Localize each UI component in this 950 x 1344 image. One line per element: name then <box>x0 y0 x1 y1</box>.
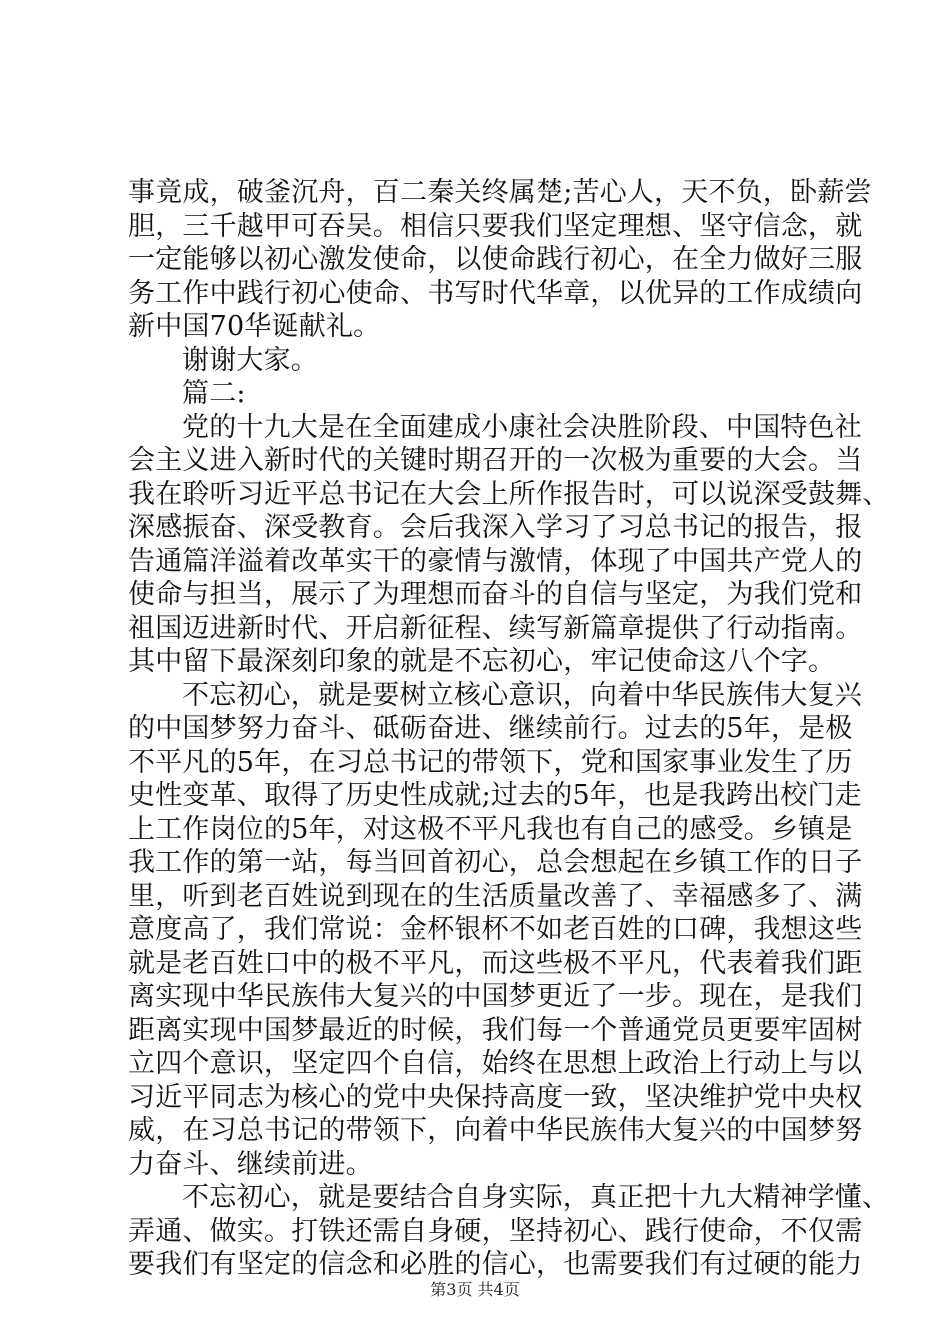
text-line: 我在聆听习近平总书记在大会上所作报告时，可以说深受鼓舞、 <box>128 478 890 510</box>
text-line: 其中留下最深刻印象的就是不忘初心，牢记使命这八个字。 <box>128 646 836 677</box>
text-line: 党的十九大是在全面建成小康社会决胜阶段、中国特色社 <box>182 411 862 443</box>
text-line: 务工作中践行初心使命、书写时代华章，以优异的工作成绩向 <box>128 277 863 309</box>
text-line: 祖国迈进新时代、开启新征程、续写新篇章提供了行动指南。 <box>128 612 863 644</box>
text-line: 要我们有坚定的信念和必胜的信心，也需要我们有过硬的能力 <box>128 1249 863 1280</box>
text-line: 上工作岗位的5年，对这极不平凡我也有自己的感受。乡镇是 <box>128 813 853 845</box>
text-line: 离实现中华民族伟大复兴的中国梦更近了一步。现在，是我们 <box>128 981 863 1012</box>
text-line: 深感振奋、深受教育。会后我深入学习了习总书记的报告，报 <box>128 512 863 543</box>
text-line: 不忘初心，就是要结合自身实际，真正把十九大精神学懂、 <box>182 1182 890 1213</box>
text-line: 事竟成，破釜沉舟，百二秦关终属楚;苦心人，天不负，卧薪尝 <box>128 177 872 208</box>
text-line: 新中国70华诞献礼。 <box>128 311 381 342</box>
text-line: 不平凡的5年，在习总书记的带领下，党和国家事业发生了历 <box>128 746 853 778</box>
text-line: 就是老百姓口中的极不平凡，而这些极不平凡，代表着我们距 <box>128 947 863 979</box>
text-line: 力奋斗、继续前进。 <box>128 1148 373 1180</box>
text-line: 里，听到老百姓说到现在的生活质量改善了、幸福感多了、满 <box>128 880 863 912</box>
text-line: 会主义进入新时代的关键时期召开的一次极为重要的大会。当 <box>128 445 863 476</box>
document-body <box>128 176 890 1282</box>
text-line: 我工作的第一站，每当回首初心，总会想起在乡镇工作的日子 <box>128 847 863 878</box>
text-line: 胆，三千越甲可吞吴。相信只要我们坚定理想、坚守信念，就 <box>128 210 863 242</box>
text-line: 一定能够以初心激发使命，以使命践行初心，在全力做好三服 <box>128 244 863 275</box>
text-line: 立四个意识，坚定四个自信，始终在思想上政治上行动上与以 <box>128 1048 863 1079</box>
text-line: 谢谢大家。 <box>182 344 318 376</box>
text-line: 意度高了，我们常说：金杯银杯不如老百姓的口碑，我想这些 <box>128 914 863 945</box>
text-line: 告通篇洋溢着改革实干的豪情与激情，体现了中国共产党人的 <box>128 545 863 577</box>
text-line: 习近平同志为核心的党中央保持高度一致，坚决维护党中央权 <box>128 1081 863 1113</box>
text-line: 使命与担当，展示了为理想而奋斗的自信与坚定，为我们党和 <box>128 579 863 610</box>
text-line: 不忘初心，就是要树立核心意识，向着中华民族伟大复兴 <box>182 679 862 711</box>
page-footer <box>0 1277 950 1300</box>
text-line: 篇二: <box>182 378 246 409</box>
text-line: 距离实现中国梦最近的时候，我们每一个普通党员更要牢固树 <box>128 1014 863 1046</box>
text-line: 威，在习总书记的带领下，向着中华民族伟大复兴的中国梦努 <box>128 1115 863 1146</box>
page-number: 第3页 共4页 <box>430 1280 520 1299</box>
text-line: 的中国梦努力奋斗、砥砺奋进、继续前行。过去的5年，是极 <box>128 713 853 744</box>
text-line: 史性变革、取得了历史性成就;过去的5年，也是我跨出校门走 <box>128 780 862 811</box>
text-line: 弄通、做实。打铁还需自身硬，坚持初心、践行使命，不仅需 <box>128 1215 863 1247</box>
